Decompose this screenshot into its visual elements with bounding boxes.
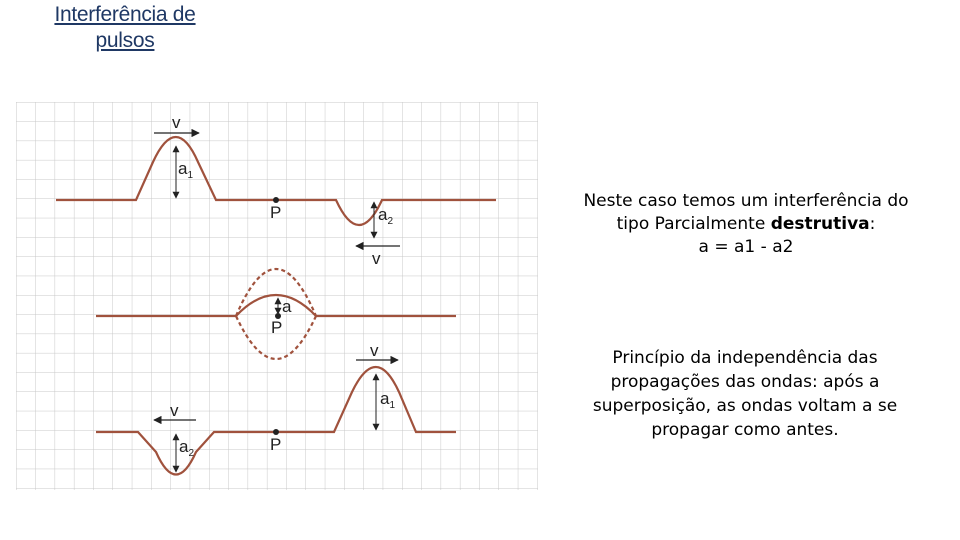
amplitude-label-a1-after: $a_1$ — [380, 389, 396, 411]
destructive-keyword: destrutiva — [770, 214, 870, 234]
point-label-2: P — [271, 318, 283, 337]
amplitude-label-a1: $a_1$ — [178, 159, 194, 181]
velocity-label-2: v — [372, 249, 381, 268]
point-label-1: P — [270, 203, 282, 222]
amplitude-label-a2-after: $a_2$ — [179, 437, 195, 459]
amplitude-label-result: a — [282, 297, 292, 316]
amplitude-formula: a = a1 - a2 — [698, 237, 794, 257]
independence-principle-text: Princípio da independência das propagações das ondas: após a superposição, as ondas voltam a se propagar como antes. — [592, 348, 898, 440]
pulse-interference-figure — [16, 102, 538, 490]
slide-title — [30, 2, 220, 54]
figure-svg — [16, 102, 538, 490]
title-line-1: Interferência de — [54, 3, 196, 26]
explanation-text: Neste caso temos um interferência do tipo Parcialmente — [583, 191, 909, 234]
amplitude-label-a2: $a_2$ — [378, 205, 394, 227]
velocity-label-3: v — [370, 341, 379, 360]
velocity-label-4: v — [170, 401, 179, 420]
colon: : — [869, 214, 876, 234]
explanation-destructive — [576, 190, 916, 259]
title-line-2: pulsos — [95, 29, 155, 52]
point-label-3: P — [270, 435, 282, 454]
velocity-label-1: v — [172, 113, 181, 132]
